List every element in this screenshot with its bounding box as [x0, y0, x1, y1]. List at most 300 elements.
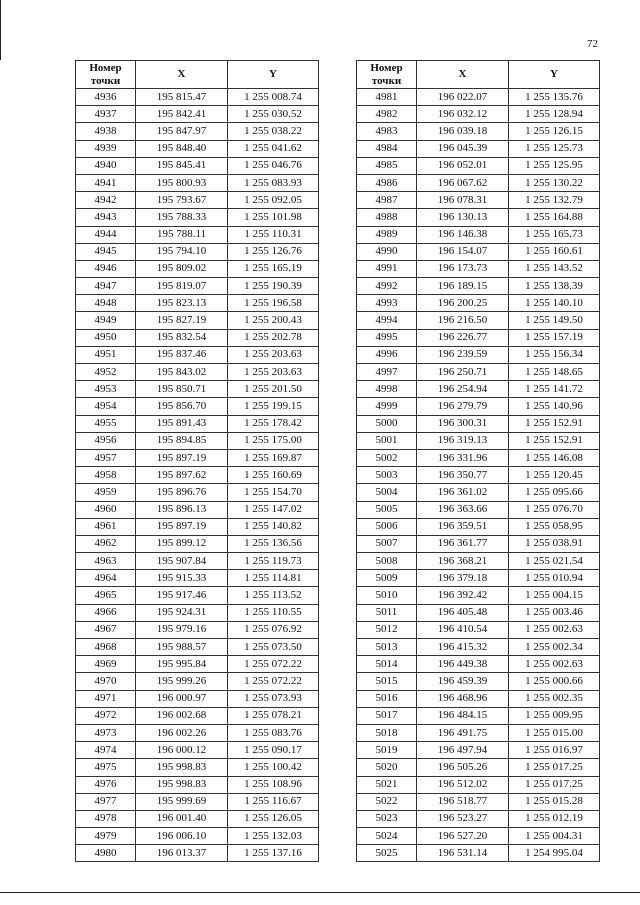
cell-point-number: 4970	[76, 673, 136, 690]
cell-y: 1 255 148.65	[509, 364, 600, 381]
cell-x: 195 915.33	[136, 570, 228, 587]
cell-y: 1 255 110.31	[228, 226, 319, 243]
cell-point-number: 4999	[357, 398, 417, 415]
cell-x: 196 039.18	[417, 123, 509, 140]
cell-y: 1 255 126.76	[228, 243, 319, 260]
cell-x: 196 368.21	[417, 553, 509, 570]
cell-point-number: 5018	[357, 724, 417, 741]
cell-x: 196 002.68	[136, 707, 228, 724]
cell-point-number: 4987	[357, 192, 417, 209]
cell-y: 1 255 140.10	[509, 295, 600, 312]
cell-y: 1 255 141.72	[509, 381, 600, 398]
cell-point-number: 4967	[76, 621, 136, 638]
cell-y: 1 255 058.95	[509, 518, 600, 535]
cell-point-number: 5002	[357, 449, 417, 466]
cell-point-number: 4981	[357, 89, 417, 106]
cell-x: 195 847.97	[136, 123, 228, 140]
cell-y: 1 255 132.79	[509, 192, 600, 209]
table-row	[357, 432, 600, 449]
coordinates-table-left	[75, 60, 319, 862]
cell-point-number: 4986	[357, 174, 417, 191]
cell-x: 196 130.13	[417, 209, 509, 226]
cell-x: 196 331.96	[417, 449, 509, 466]
cell-y: 1 255 165.19	[228, 260, 319, 277]
cell-point-number: 4984	[357, 140, 417, 157]
cell-y: 1 255 126.05	[228, 810, 319, 827]
cell-x: 196 410.54	[417, 621, 509, 638]
table-row	[76, 793, 319, 810]
cell-y: 1 255 136.56	[228, 535, 319, 552]
table-row	[76, 759, 319, 776]
table-row	[76, 501, 319, 518]
cell-y: 1 255 160.61	[509, 243, 600, 260]
cell-point-number: 5013	[357, 639, 417, 656]
cell-x: 196 032.12	[417, 106, 509, 123]
table-row	[76, 604, 319, 621]
cell-y: 1 255 169.87	[228, 449, 319, 466]
cell-x: 196 002.26	[136, 724, 228, 741]
cell-y: 1 255 083.76	[228, 724, 319, 741]
cell-y: 1 255 203.63	[228, 364, 319, 381]
cell-x: 195 899.12	[136, 535, 228, 552]
table-row	[76, 364, 319, 381]
table-row	[357, 123, 600, 140]
cell-x: 196 022.07	[417, 89, 509, 106]
cell-point-number: 5021	[357, 776, 417, 793]
table-row	[76, 123, 319, 140]
cell-point-number: 5016	[357, 690, 417, 707]
table-row	[76, 776, 319, 793]
cell-y: 1 255 135.76	[509, 89, 600, 106]
cell-point-number: 4940	[76, 157, 136, 174]
cell-x: 195 856.70	[136, 398, 228, 415]
table-row	[76, 398, 319, 415]
cell-point-number: 4973	[76, 724, 136, 741]
cell-x: 196 226.77	[417, 329, 509, 346]
table-row	[357, 329, 600, 346]
cell-x: 195 998.83	[136, 776, 228, 793]
header-number-line1: Номер	[370, 61, 403, 74]
cell-x: 196 173.73	[417, 260, 509, 277]
table-row	[357, 157, 600, 174]
cell-y: 1 255 130.22	[509, 174, 600, 191]
cell-y: 1 255 100.42	[228, 759, 319, 776]
table-body-left	[76, 89, 319, 862]
cell-y: 1 255 041.62	[228, 140, 319, 157]
cell-point-number: 5012	[357, 621, 417, 638]
cell-y: 1 255 120.45	[509, 467, 600, 484]
cell-point-number: 4955	[76, 415, 136, 432]
cell-y: 1 255 072.22	[228, 673, 319, 690]
cell-x: 195 832.54	[136, 329, 228, 346]
cell-y: 1 255 017.25	[509, 776, 600, 793]
cell-x: 196 216.50	[417, 312, 509, 329]
cell-y: 1 255 015.28	[509, 793, 600, 810]
table-row	[357, 192, 600, 209]
table-row	[357, 243, 600, 260]
cell-x: 195 999.26	[136, 673, 228, 690]
cell-point-number: 4939	[76, 140, 136, 157]
cell-point-number: 4979	[76, 828, 136, 845]
cell-point-number: 4997	[357, 364, 417, 381]
cell-x: 195 999.69	[136, 793, 228, 810]
header-x: X	[136, 61, 228, 89]
cell-x: 196 531.14	[417, 845, 509, 862]
table-row	[76, 587, 319, 604]
cell-point-number: 4974	[76, 742, 136, 759]
table-row	[357, 639, 600, 656]
cell-x: 196 415.32	[417, 639, 509, 656]
cell-y: 1 255 143.52	[509, 260, 600, 277]
cell-y: 1 255 119.73	[228, 553, 319, 570]
cell-x: 196 449.38	[417, 656, 509, 673]
cell-y: 1 255 147.02	[228, 501, 319, 518]
table-row	[357, 621, 600, 638]
cell-y: 1 255 126.15	[509, 123, 600, 140]
cell-y: 1 255 146.08	[509, 449, 600, 466]
table-row	[76, 742, 319, 759]
header-y: Y	[228, 61, 319, 89]
table-row	[76, 209, 319, 226]
table-row	[76, 312, 319, 329]
cell-point-number: 4953	[76, 381, 136, 398]
cell-y: 1 255 140.82	[228, 518, 319, 535]
header-number-line2: точки	[371, 74, 402, 87]
cell-y: 1 255 160.69	[228, 467, 319, 484]
table-row	[76, 570, 319, 587]
cell-point-number: 5001	[357, 432, 417, 449]
cell-x: 195 848.40	[136, 140, 228, 157]
cell-y: 1 255 002.35	[509, 690, 600, 707]
cell-y: 1 255 000.66	[509, 673, 600, 690]
cell-x: 195 809.02	[136, 260, 228, 277]
cell-point-number: 4961	[76, 518, 136, 535]
cell-x: 195 896.76	[136, 484, 228, 501]
cell-y: 1 255 108.96	[228, 776, 319, 793]
cell-x: 196 013.37	[136, 845, 228, 862]
table-row	[357, 398, 600, 415]
cell-y: 1 255 002.63	[509, 621, 600, 638]
cell-point-number: 4944	[76, 226, 136, 243]
cell-x: 195 815.47	[136, 89, 228, 106]
cell-x: 196 361.77	[417, 535, 509, 552]
page-number: 72	[587, 38, 598, 50]
table-row	[76, 346, 319, 363]
cell-y: 1 255 015.00	[509, 724, 600, 741]
table-row	[357, 656, 600, 673]
cell-x: 195 843.02	[136, 364, 228, 381]
cell-point-number: 4996	[357, 346, 417, 363]
cell-y: 1 255 196.58	[228, 295, 319, 312]
cell-point-number: 4994	[357, 312, 417, 329]
cell-y: 1 255 012.19	[509, 810, 600, 827]
table-row	[357, 467, 600, 484]
table-row	[76, 518, 319, 535]
table-row	[76, 381, 319, 398]
cell-y: 1 255 200.43	[228, 312, 319, 329]
cell-y: 1 255 090.17	[228, 742, 319, 759]
cell-x: 196 505.26	[417, 759, 509, 776]
table-row	[76, 535, 319, 552]
table-row	[76, 707, 319, 724]
table-row	[76, 243, 319, 260]
table-row	[76, 329, 319, 346]
cell-y: 1 255 038.91	[509, 535, 600, 552]
cell-x: 196 405.48	[417, 604, 509, 621]
cell-y: 1 255 113.52	[228, 587, 319, 604]
cell-point-number: 4960	[76, 501, 136, 518]
table-row	[357, 776, 600, 793]
table-row	[357, 535, 600, 552]
table-row	[76, 553, 319, 570]
cell-y: 1 255 030.52	[228, 106, 319, 123]
cell-point-number: 5015	[357, 673, 417, 690]
cell-x: 195 897.19	[136, 518, 228, 535]
cell-y: 1 255 140.96	[509, 398, 600, 415]
table-row	[357, 381, 600, 398]
cell-y: 1 255 154.70	[228, 484, 319, 501]
cell-x: 195 837.46	[136, 346, 228, 363]
cell-y: 1 255 002.34	[509, 639, 600, 656]
table-row	[357, 484, 600, 501]
cell-point-number: 4988	[357, 209, 417, 226]
cell-point-number: 5000	[357, 415, 417, 432]
cell-y: 1 255 125.73	[509, 140, 600, 157]
cell-y: 1 255 138.39	[509, 278, 600, 295]
cell-point-number: 4964	[76, 570, 136, 587]
cell-x: 196 459.39	[417, 673, 509, 690]
cell-y: 1 255 110.55	[228, 604, 319, 621]
cell-point-number: 5022	[357, 793, 417, 810]
cell-y: 1 255 002.63	[509, 656, 600, 673]
cell-point-number: 5004	[357, 484, 417, 501]
cell-point-number: 4962	[76, 535, 136, 552]
cell-x: 195 788.33	[136, 209, 228, 226]
cell-y: 1 255 010.94	[509, 570, 600, 587]
cell-point-number: 4947	[76, 278, 136, 295]
table-row	[357, 724, 600, 741]
cell-x: 195 793.67	[136, 192, 228, 209]
cell-y: 1 255 003.46	[509, 604, 600, 621]
cell-x: 195 995.84	[136, 656, 228, 673]
cell-x: 196 379.18	[417, 570, 509, 587]
cell-x: 196 045.39	[417, 140, 509, 157]
cell-x: 196 523.27	[417, 810, 509, 827]
table-row	[76, 432, 319, 449]
cell-x: 196 001.40	[136, 810, 228, 827]
cell-x: 196 189.15	[417, 278, 509, 295]
cell-x: 195 788.11	[136, 226, 228, 243]
cell-point-number: 4990	[357, 243, 417, 260]
cell-y: 1 255 101.98	[228, 209, 319, 226]
cell-y: 1 255 137.16	[228, 845, 319, 862]
cell-point-number: 4950	[76, 329, 136, 346]
table-row	[76, 415, 319, 432]
cell-x: 195 819.07	[136, 278, 228, 295]
cell-point-number: 5006	[357, 518, 417, 535]
cell-y: 1 255 128.94	[509, 106, 600, 123]
table-row	[76, 140, 319, 157]
table-row	[357, 587, 600, 604]
cell-x: 196 154.07	[417, 243, 509, 260]
table-row	[76, 449, 319, 466]
cell-x: 195 917.46	[136, 587, 228, 604]
cell-y: 1 255 175.00	[228, 432, 319, 449]
cell-point-number: 4985	[357, 157, 417, 174]
cell-y: 1 255 157.19	[509, 329, 600, 346]
cell-y: 1 255 076.70	[509, 501, 600, 518]
cell-y: 1 255 095.66	[509, 484, 600, 501]
cell-point-number: 4936	[76, 89, 136, 106]
cell-point-number: 4941	[76, 174, 136, 191]
table-body-right	[357, 89, 600, 862]
table-row	[76, 484, 319, 501]
cell-point-number: 4948	[76, 295, 136, 312]
cell-point-number: 4952	[76, 364, 136, 381]
cell-x: 196 484.15	[417, 707, 509, 724]
cell-x: 196 250.71	[417, 364, 509, 381]
cell-point-number: 5019	[357, 742, 417, 759]
cell-y: 1 255 156.34	[509, 346, 600, 363]
cell-point-number: 5017	[357, 707, 417, 724]
cell-point-number: 4937	[76, 106, 136, 123]
cell-y: 1 255 083.93	[228, 174, 319, 191]
cell-x: 195 891.43	[136, 415, 228, 432]
cell-point-number: 4989	[357, 226, 417, 243]
cell-y: 1 255 178.42	[228, 415, 319, 432]
cell-x: 196 279.79	[417, 398, 509, 415]
cell-x: 196 350.77	[417, 467, 509, 484]
cell-y: 1 255 004.15	[509, 587, 600, 604]
cell-point-number: 5025	[357, 845, 417, 862]
cell-point-number: 5024	[357, 828, 417, 845]
cell-point-number: 5005	[357, 501, 417, 518]
bottom-edge-line	[0, 892, 640, 893]
table-row	[76, 260, 319, 277]
table-row	[76, 673, 319, 690]
cell-x: 195 823.13	[136, 295, 228, 312]
table-row	[357, 209, 600, 226]
cell-point-number: 4972	[76, 707, 136, 724]
cell-y: 1 255 017.25	[509, 759, 600, 776]
cell-x: 196 319.13	[417, 432, 509, 449]
cell-y: 1 255 016.97	[509, 742, 600, 759]
table-row	[357, 673, 600, 690]
cell-point-number: 5003	[357, 467, 417, 484]
cell-x: 196 067.62	[417, 174, 509, 191]
table-row	[357, 845, 600, 862]
cell-point-number: 4975	[76, 759, 136, 776]
table-row	[76, 295, 319, 312]
cell-point-number: 4945	[76, 243, 136, 260]
table-row	[357, 174, 600, 191]
table-row	[76, 192, 319, 209]
cell-y: 1 255 149.50	[509, 312, 600, 329]
header-y: Y	[509, 61, 600, 89]
cell-point-number: 4956	[76, 432, 136, 449]
table-row	[357, 346, 600, 363]
cell-x: 196 363.66	[417, 501, 509, 518]
cell-x: 195 896.13	[136, 501, 228, 518]
cell-y: 1 255 072.22	[228, 656, 319, 673]
table-row	[76, 106, 319, 123]
cell-point-number: 4980	[76, 845, 136, 862]
cell-point-number: 4958	[76, 467, 136, 484]
cell-y: 1 255 076.92	[228, 621, 319, 638]
cell-y: 1 255 165.73	[509, 226, 600, 243]
cell-x: 195 979.16	[136, 621, 228, 638]
table-header-row	[76, 61, 319, 89]
cell-x: 196 254.94	[417, 381, 509, 398]
cell-y: 1 255 073.50	[228, 639, 319, 656]
table-row	[357, 89, 600, 106]
table-row	[76, 724, 319, 741]
cell-point-number: 4995	[357, 329, 417, 346]
table-row	[357, 449, 600, 466]
cell-x: 196 078.31	[417, 192, 509, 209]
table-row	[357, 742, 600, 759]
table-row	[357, 312, 600, 329]
cell-y: 1 255 125.95	[509, 157, 600, 174]
cell-point-number: 5011	[357, 604, 417, 621]
table-row	[357, 570, 600, 587]
cell-point-number: 4943	[76, 209, 136, 226]
cell-point-number: 4938	[76, 123, 136, 140]
cell-y: 1 255 152.91	[509, 415, 600, 432]
cell-y: 1 255 004.31	[509, 828, 600, 845]
cell-point-number: 4954	[76, 398, 136, 415]
table-row	[357, 415, 600, 432]
cell-point-number: 5020	[357, 759, 417, 776]
cell-point-number: 4942	[76, 192, 136, 209]
table-row	[357, 106, 600, 123]
cell-point-number: 4965	[76, 587, 136, 604]
table-row	[76, 690, 319, 707]
cell-point-number: 4992	[357, 278, 417, 295]
cell-y: 1 255 021.54	[509, 553, 600, 570]
table-row	[76, 467, 319, 484]
cell-x: 195 988.57	[136, 639, 228, 656]
table-row	[357, 810, 600, 827]
cell-x: 195 924.31	[136, 604, 228, 621]
cell-x: 195 800.93	[136, 174, 228, 191]
cell-point-number: 4976	[76, 776, 136, 793]
cell-x: 195 897.62	[136, 467, 228, 484]
cell-point-number: 4982	[357, 106, 417, 123]
table-row	[76, 810, 319, 827]
table-row	[357, 793, 600, 810]
cell-x: 196 359.51	[417, 518, 509, 535]
cell-x: 196 527.20	[417, 828, 509, 845]
cell-x: 196 006.10	[136, 828, 228, 845]
cell-point-number: 4966	[76, 604, 136, 621]
cell-x: 196 239.59	[417, 346, 509, 363]
cell-x: 195 907.84	[136, 553, 228, 570]
header-number-line2: точки	[90, 74, 121, 87]
cell-point-number: 4969	[76, 656, 136, 673]
cell-point-number: 5010	[357, 587, 417, 604]
table-header-row	[357, 61, 600, 89]
cell-y: 1 255 073.93	[228, 690, 319, 707]
table-row	[357, 707, 600, 724]
table-row	[357, 364, 600, 381]
cell-y: 1 255 046.76	[228, 157, 319, 174]
header-point-number	[357, 61, 417, 89]
cell-point-number: 5014	[357, 656, 417, 673]
cell-x: 195 827.19	[136, 312, 228, 329]
cell-y: 1 255 078.21	[228, 707, 319, 724]
table-row	[357, 260, 600, 277]
